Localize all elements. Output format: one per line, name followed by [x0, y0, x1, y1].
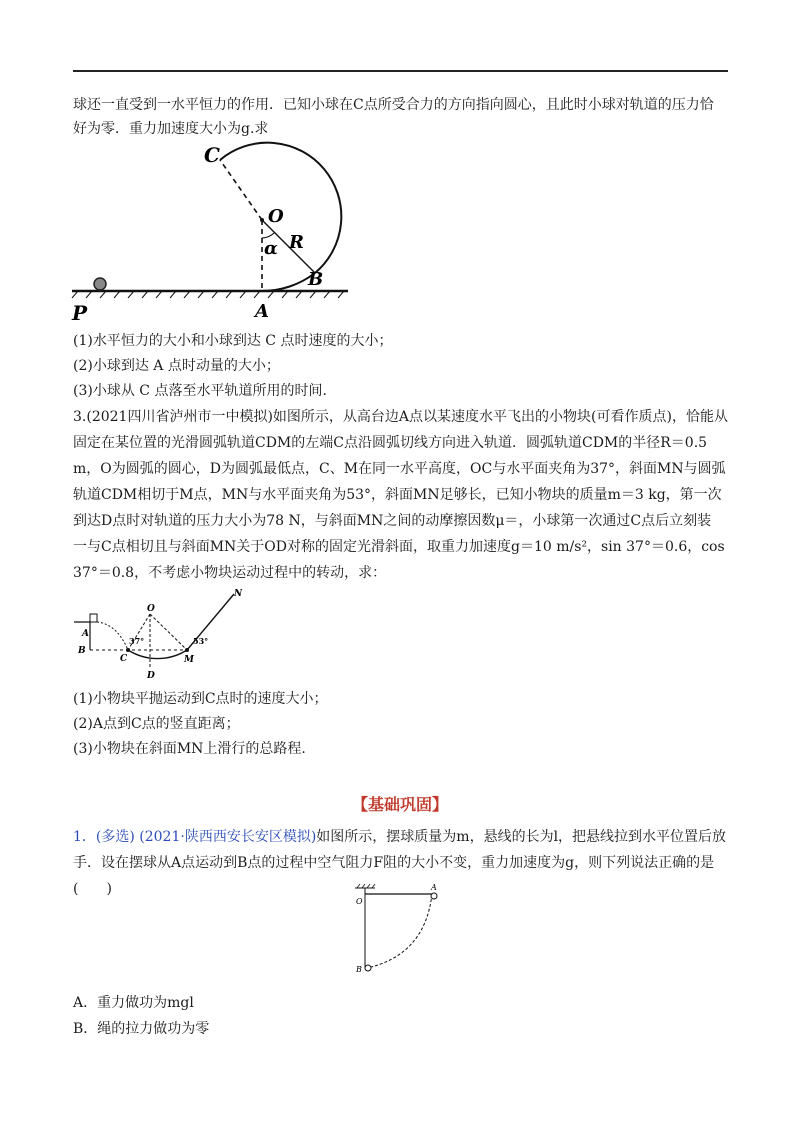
- figure-pendulum: [345, 880, 450, 980]
- fig3-angle-53: 53°: [193, 636, 209, 646]
- ball: [94, 278, 106, 290]
- problem1-line3: ( ): [73, 881, 112, 897]
- fig3-label-O: O: [147, 604, 155, 614]
- problem3-q1: (1)小物块平抛运动到C点时的速度大小；: [73, 691, 328, 707]
- label-A: A: [255, 301, 269, 322]
- label-P: P: [72, 301, 88, 325]
- fig1-label-A: A: [431, 883, 437, 892]
- option-B: B．绳的拉力做功为零: [73, 1021, 210, 1037]
- fig3-label-D: D: [147, 671, 155, 681]
- fig3-label-N: N: [234, 589, 243, 599]
- fig1-label-O: O: [356, 897, 363, 906]
- option-A: A．重力做功为mgl: [73, 995, 194, 1011]
- fig3-label-C: C: [120, 654, 128, 664]
- ball-A: [431, 893, 437, 899]
- arc-CDM: [128, 650, 187, 659]
- problem2-q3: (3)小球从 C 点落至水平轨道所用的时间.: [73, 383, 327, 399]
- problem3-line4: 轨道CDM相切于M点，MN与水平面夹角为53°，斜面MN足够长，已知小物块的质量m＝3 kg，第一次: [73, 487, 722, 503]
- label-O: O: [268, 206, 284, 227]
- problem3-line1: 3.(2021四川省泸州市一中模拟)如图所示，从高台边A点以某速度水平飞出的小物块(可看作质点)，恰能从: [73, 409, 728, 425]
- problem1-line1: [73, 826, 733, 848]
- problem1-line2: 手．设在摆球从A点运动到B点的过程中空气阻力F阻的大小不变，重力加速度为g，则下列说法正确的是: [73, 855, 715, 871]
- problem1-tag: 1．(多选) (2021·陕西西安长安区模拟): [73, 829, 317, 845]
- problem2-q2: (2)小球到达 A 点时动量的大小；: [73, 358, 280, 374]
- problem3-line2: 固定在某位置的光滑圆弧轨道CDM的左端C点沿圆弧切线方向进入轨道．圆弧轨道CDM的半径R＝0.5: [73, 435, 708, 451]
- problem2-intro-line1: 球还一直受到一水平恒力的作用．已知小球在C点所受合力的方向指向圆心，且此时小球对轨道的压力恰: [73, 97, 714, 113]
- problem3-line6: 一与C点相切且与斜面MN关于OD对称的固定光滑斜面，取重力加速度g＝10 m/s²，sin 37°＝0.6，cos: [73, 539, 725, 555]
- fig3-label-B: B: [78, 646, 86, 656]
- header-rule: [73, 70, 728, 72]
- problem2-intro-line2: 好为零．重力加速度大小为g.求: [73, 121, 269, 137]
- label-B: B: [308, 269, 324, 290]
- fig3-label-A: A: [82, 629, 89, 639]
- problem3-q2: (2)A点到C点的竖直距离；: [73, 716, 240, 732]
- label-alpha: α: [264, 238, 278, 259]
- problem3-line3: m，O为圆弧的圆心，D为圆弧最低点，C、M在同一水平高度，OC与水平面夹角为37°，斜面MN与圆弧: [73, 461, 726, 477]
- problem1-line1-rest: 如图所示，摆球质量为m，悬线的长为l，把悬线拉到水平位置后放: [316, 829, 727, 845]
- swing-path: [367, 894, 432, 968]
- label-C: C: [204, 143, 220, 167]
- label-R: R: [289, 232, 304, 253]
- fig3-angle-37: 37°: [129, 636, 145, 646]
- section-heading: 【基础巩固】: [351, 795, 448, 814]
- ball-B: [365, 965, 371, 971]
- figure-circular-track: [70, 140, 360, 325]
- problem3-q3: (3)小物块在斜面MN上滑行的总路程.: [73, 741, 306, 757]
- problem2-q1: (1)水平恒力的大小和小球到达 C 点时速度的大小；: [73, 333, 393, 349]
- problem3-line7: 37°＝0.8，不考虑小物块运动过程中的转动，求：: [73, 565, 387, 581]
- fig3-label-M: M: [184, 655, 194, 665]
- fig1-label-B: B: [356, 965, 362, 974]
- figure-arc-incline: [72, 584, 262, 684]
- problem3-line5: 到达D点时对轨道的压力大小为78 N，与斜面MN之间的动摩擦因数μ＝，小球第一次通过C点后立刻装: [73, 513, 712, 529]
